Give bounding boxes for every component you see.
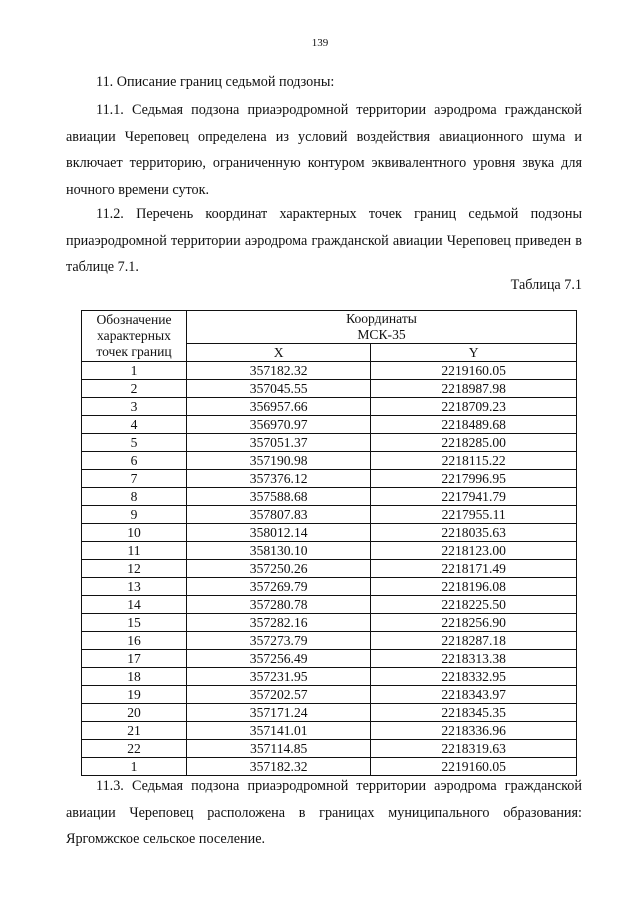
y-coordinate-cell: 2218285.00 bbox=[371, 434, 577, 452]
x-coordinate-cell: 357588.68 bbox=[187, 488, 371, 506]
table-row bbox=[82, 470, 577, 488]
y-coordinate-cell: 2218489.68 bbox=[371, 416, 577, 434]
point-id-cell: 1 bbox=[82, 362, 187, 380]
x-coordinate-cell: 357141.01 bbox=[187, 722, 371, 740]
header-point-line3: точек границ bbox=[96, 344, 172, 359]
table-row bbox=[82, 578, 577, 596]
table-row bbox=[82, 506, 577, 524]
page-number: 139 bbox=[311, 37, 329, 49]
point-id-cell: 3 bbox=[82, 398, 187, 416]
section-heading: 11. Описание границ седьмой подзоны: bbox=[96, 74, 335, 90]
x-coordinate-cell: 357045.55 bbox=[187, 380, 371, 398]
y-coordinate-cell: 2218709.23 bbox=[371, 398, 577, 416]
table-row bbox=[82, 704, 577, 722]
table-row bbox=[82, 380, 577, 398]
point-id-cell: 7 bbox=[82, 470, 187, 488]
header-coordinates-line1: Координаты bbox=[346, 311, 417, 326]
y-coordinate-cell: 2218313.38 bbox=[371, 650, 577, 668]
point-id-cell: 10 bbox=[82, 524, 187, 542]
point-id-cell: 19 bbox=[82, 686, 187, 704]
table-row bbox=[82, 398, 577, 416]
x-coordinate-cell: 357269.79 bbox=[187, 578, 371, 596]
x-coordinate-cell: 357273.79 bbox=[187, 632, 371, 650]
y-coordinate-cell: 2218225.50 bbox=[371, 596, 577, 614]
y-coordinate-cell: 2218336.96 bbox=[371, 722, 577, 740]
coordinates-table bbox=[81, 310, 577, 776]
point-id-cell: 18 bbox=[82, 668, 187, 686]
header-x: X bbox=[187, 344, 371, 362]
header-coordinates bbox=[187, 311, 577, 344]
x-coordinate-cell: 357250.26 bbox=[187, 560, 371, 578]
table-header-row bbox=[82, 311, 577, 344]
point-id-cell: 8 bbox=[82, 488, 187, 506]
table-row bbox=[82, 668, 577, 686]
table-row bbox=[82, 542, 577, 560]
y-coordinate-cell: 2218319.63 bbox=[371, 740, 577, 758]
x-coordinate-cell: 357202.57 bbox=[187, 686, 371, 704]
y-coordinate-cell: 2219160.05 bbox=[371, 758, 577, 776]
table-body bbox=[82, 362, 577, 776]
y-coordinate-cell: 2218256.90 bbox=[371, 614, 577, 632]
x-coordinate-cell: 357182.32 bbox=[187, 758, 371, 776]
x-coordinate-cell: 356957.66 bbox=[187, 398, 371, 416]
point-id-cell: 22 bbox=[82, 740, 187, 758]
point-id-cell: 4 bbox=[82, 416, 187, 434]
y-coordinate-cell: 2217955.11 bbox=[371, 506, 577, 524]
table-row bbox=[82, 596, 577, 614]
point-id-cell: 13 bbox=[82, 578, 187, 596]
y-coordinate-cell: 2218345.35 bbox=[371, 704, 577, 722]
y-coordinate-cell: 2217996.95 bbox=[371, 470, 577, 488]
y-coordinate-cell: 2218987.98 bbox=[371, 380, 577, 398]
y-coordinate-cell: 2218123.00 bbox=[371, 542, 577, 560]
x-coordinate-cell: 358012.14 bbox=[187, 524, 371, 542]
point-id-cell: 12 bbox=[82, 560, 187, 578]
header-coordinate-system: МСК-35 bbox=[357, 327, 406, 342]
table-row bbox=[82, 488, 577, 506]
point-id-cell: 5 bbox=[82, 434, 187, 452]
x-coordinate-cell: 357376.12 bbox=[187, 470, 371, 488]
table-caption: Таблица 7.1 bbox=[510, 277, 582, 293]
y-coordinate-cell: 2218035.63 bbox=[371, 524, 577, 542]
x-coordinate-cell: 357256.49 bbox=[187, 650, 371, 668]
table-row bbox=[82, 740, 577, 758]
table-row bbox=[82, 362, 577, 380]
x-coordinate-cell: 357171.24 bbox=[187, 704, 371, 722]
table-row bbox=[82, 452, 577, 470]
x-coordinate-cell: 357282.16 bbox=[187, 614, 371, 632]
point-id-cell: 21 bbox=[82, 722, 187, 740]
point-id-cell: 1 bbox=[82, 758, 187, 776]
paragraph-11-2: 11.2. Перечень координат характерных точек границ седьмой подзоны приаэродромной территории аэродрома гражданской авиации Череповец приведен в таблице 7.1. bbox=[66, 206, 582, 275]
x-coordinate-cell: 357190.98 bbox=[187, 452, 371, 470]
paragraph-11-1: 11.1. Седьмая подзона приаэродромной территории аэродрома гражданской авиации Череповец определена из условий воздействия авиационного шума и включает территорию, ограниченную контуром эквивалентного уровня звука для ночного времени суток. bbox=[66, 102, 582, 198]
point-id-cell: 16 bbox=[82, 632, 187, 650]
paragraph-11-3: 11.3. Седьмая подзона приаэродромной территории аэродрома гражданской авиации Череповец расположена в границах муниципального образования: Яргомжское сельское поселение. bbox=[66, 778, 582, 847]
y-coordinate-cell: 2218196.08 bbox=[371, 578, 577, 596]
x-coordinate-cell: 357280.78 bbox=[187, 596, 371, 614]
table-row bbox=[82, 434, 577, 452]
x-coordinate-cell: 357114.85 bbox=[187, 740, 371, 758]
x-coordinate-cell: 356970.97 bbox=[187, 416, 371, 434]
point-id-cell: 2 bbox=[82, 380, 187, 398]
x-coordinate-cell: 357231.95 bbox=[187, 668, 371, 686]
y-coordinate-cell: 2218171.49 bbox=[371, 560, 577, 578]
point-id-cell: 6 bbox=[82, 452, 187, 470]
table-row bbox=[82, 416, 577, 434]
point-id-cell: 14 bbox=[82, 596, 187, 614]
x-coordinate-cell: 358130.10 bbox=[187, 542, 371, 560]
header-y: Y bbox=[371, 344, 577, 362]
x-coordinate-cell: 357051.37 bbox=[187, 434, 371, 452]
point-id-cell: 20 bbox=[82, 704, 187, 722]
table-row bbox=[82, 614, 577, 632]
y-coordinate-cell: 2218343.97 bbox=[371, 686, 577, 704]
table-row bbox=[82, 686, 577, 704]
table-row bbox=[82, 524, 577, 542]
table-row bbox=[82, 560, 577, 578]
point-id-cell: 15 bbox=[82, 614, 187, 632]
y-coordinate-cell: 2217941.79 bbox=[371, 488, 577, 506]
table-row bbox=[82, 632, 577, 650]
header-point-line2: характерных bbox=[97, 328, 171, 343]
y-coordinate-cell: 2219160.05 bbox=[371, 362, 577, 380]
point-id-cell: 9 bbox=[82, 506, 187, 524]
header-point-designation bbox=[82, 311, 187, 362]
table-row bbox=[82, 650, 577, 668]
y-coordinate-cell: 2218332.95 bbox=[371, 668, 577, 686]
x-coordinate-cell: 357807.83 bbox=[187, 506, 371, 524]
x-coordinate-cell: 357182.32 bbox=[187, 362, 371, 380]
header-point-line1: Обозначение bbox=[96, 312, 172, 327]
y-coordinate-cell: 2218115.22 bbox=[371, 452, 577, 470]
point-id-cell: 17 bbox=[82, 650, 187, 668]
point-id-cell: 11 bbox=[82, 542, 187, 560]
y-coordinate-cell: 2218287.18 bbox=[371, 632, 577, 650]
table-row bbox=[82, 722, 577, 740]
